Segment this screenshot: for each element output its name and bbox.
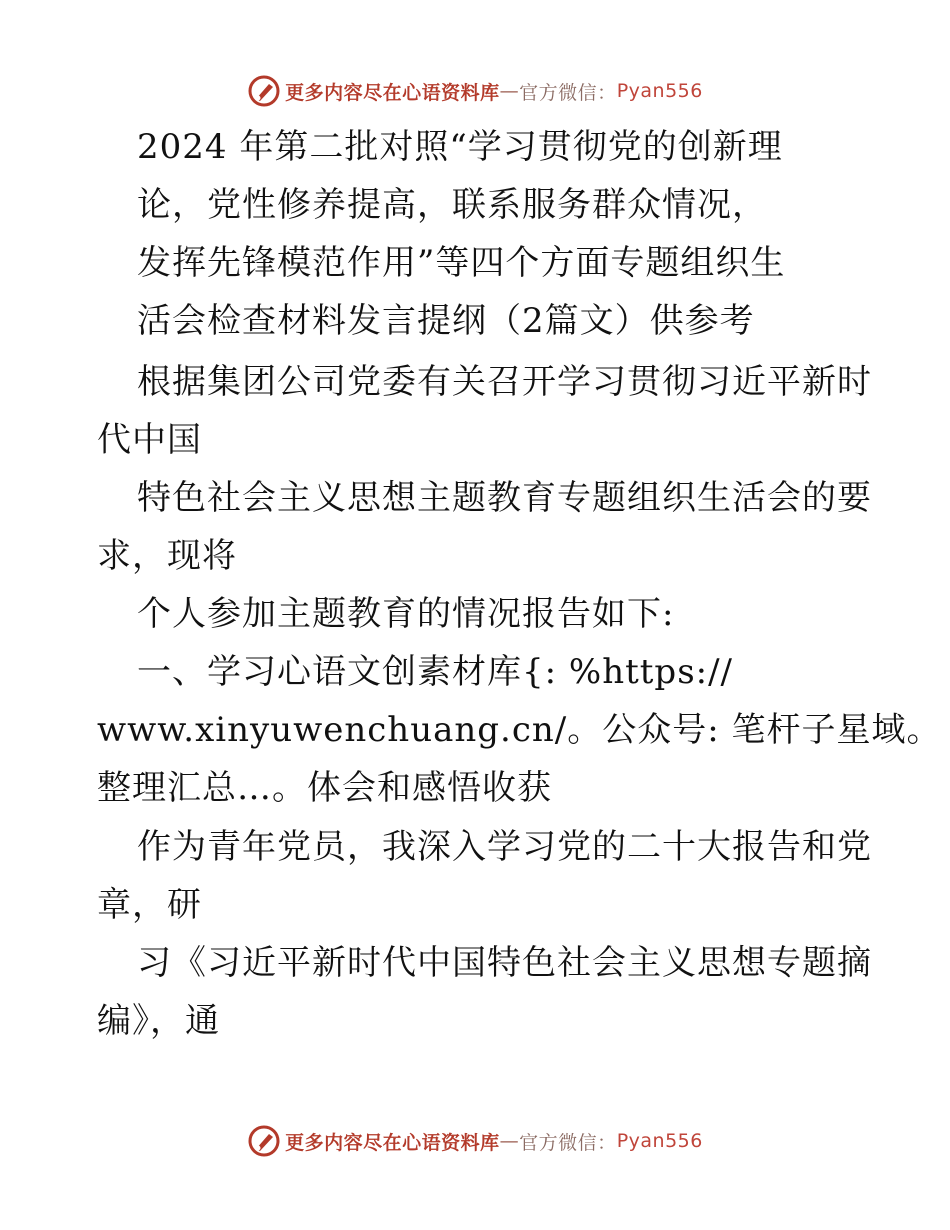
banner-wechat-id: Pyan556 — [616, 1130, 703, 1152]
title-line-1: 2024 年第二批对照“学习贯彻党的创新理 — [137, 127, 783, 167]
paragraph-2-line-2: 求，现将 — [97, 536, 237, 576]
banner-wechat-label: 官方微信： — [519, 1131, 617, 1154]
banner-wechat-label: 官方微信： — [519, 81, 617, 104]
banner-title: 更多内容尽在心语资料库 — [285, 1131, 500, 1154]
paragraph-5-line-2: 章，研 — [97, 885, 202, 925]
pen-logo-icon — [247, 74, 281, 108]
banner-title: 更多内容尽在心语资料库 — [285, 81, 500, 104]
footer-banner — [0, 1121, 950, 1161]
paragraph-4-line-2: www.xinyuwenchuang.cn/。公众号: 笔杆子星域。 — [97, 710, 942, 750]
paragraph-1-line-2: 代中国 — [97, 420, 202, 460]
paragraph-6-line-2: 编》，通 — [97, 1001, 220, 1041]
paragraph-1-line-1: 根据集团公司党委有关召开学习贯彻习近平新时 — [137, 362, 872, 402]
paragraph-4-line-3: 整理汇总…。体会和感悟收获 — [97, 768, 552, 808]
title-line-2: 论，党性修养提高，联系服务群众情况， — [137, 185, 767, 225]
paragraph-6-line-1: 习《习近平新时代中国特色社会主义思想专题摘 — [137, 943, 872, 983]
title-line-3: 发挥先锋模范作用”等四个方面专题组织生 — [137, 243, 786, 283]
banner-dash: — — [499, 80, 520, 102]
header-banner — [0, 71, 950, 111]
banner-dash: — — [499, 1130, 520, 1152]
paragraph-2-line-1: 特色社会主义思想主题教育专题组织生活会的要 — [137, 478, 872, 518]
pen-logo-icon — [247, 1124, 281, 1158]
paragraph-3-line-1: 个人参加主题教育的情况报告如下: — [137, 594, 675, 634]
paragraph-5-line-1: 作为青年党员，我深入学习党的二十大报告和党 — [137, 827, 872, 867]
paragraph-4-line-1: 一、学习心语文创素材库{: %https:// — [137, 652, 734, 692]
title-line-4: 活会检查材料发言提纲（2篇文）供参考 — [137, 301, 755, 341]
banner-wechat-id: Pyan556 — [616, 80, 703, 102]
